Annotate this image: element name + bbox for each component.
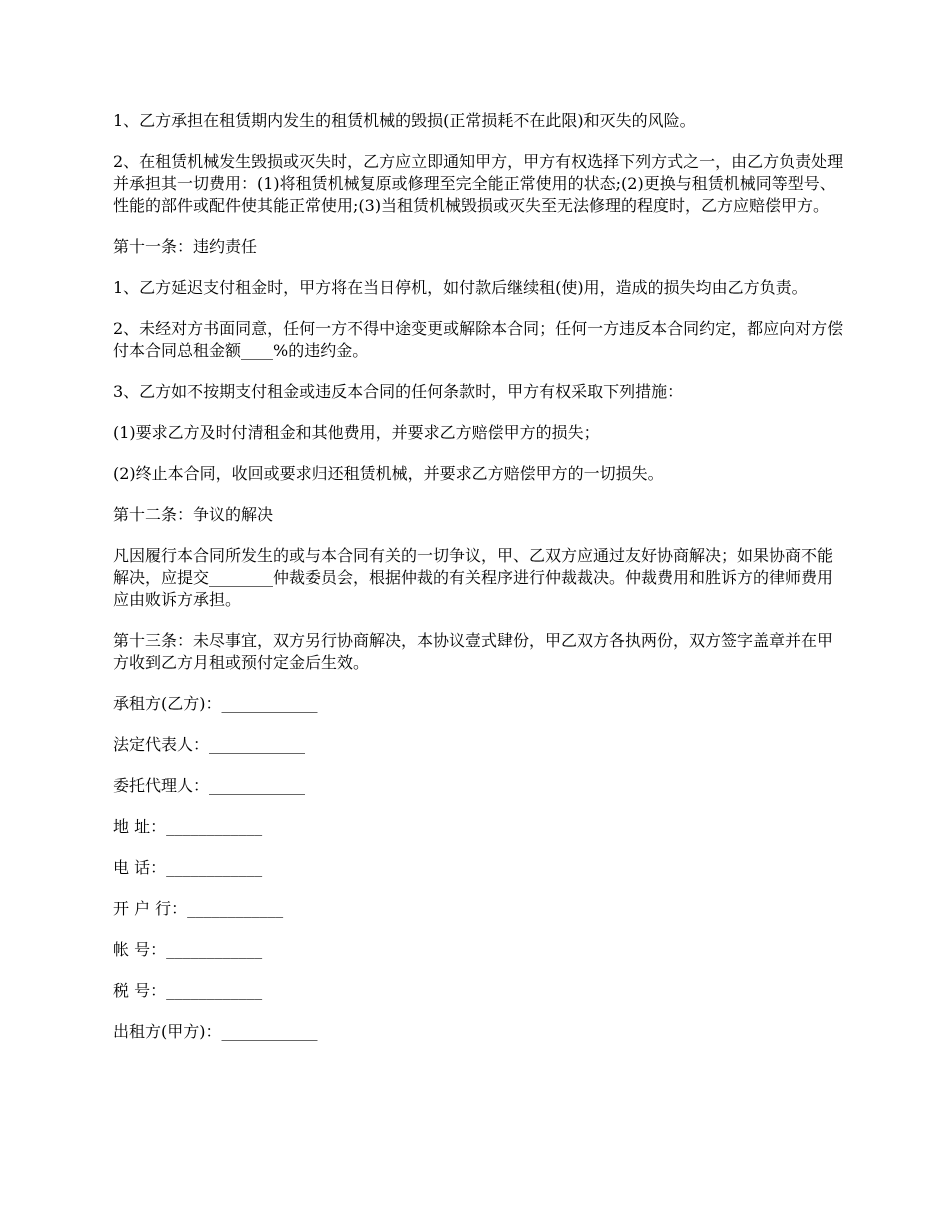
remedy-item-1: (1)要求乙方及时付清租金和其他费用，并要求乙方赔偿甲方的损失； xyxy=(113,423,600,442)
contract-page xyxy=(113,110,848,1062)
clause-miscellaneous: 第十三条：未尽事宜，双方另行协商解决，本协议壹式肆份，甲乙双方各执两份，双方签字盖章并在甲方收到乙方月租或预付定金后生效。 xyxy=(113,631,834,672)
field-lessor: 出租方(甲方)：____________ xyxy=(113,1022,318,1041)
field-address: 地 址：____________ xyxy=(113,817,263,836)
section-heading-liability: 第十一条：违约责任 xyxy=(113,237,258,256)
field-account: 帐 号：____________ xyxy=(113,940,263,959)
field-phone: 电 话：____________ xyxy=(113,858,263,877)
section-heading-dispute: 第十二条：争议的解决 xyxy=(113,505,274,524)
remedy-item-2: (2)终止本合同，收回或要求归还租赁机械，并要求乙方赔偿甲方的一切损失。 xyxy=(113,464,664,483)
field-tax-number: 税 号：____________ xyxy=(113,981,263,1000)
clause-arbitration: 凡因履行本合同所发生的或与本合同有关的一切争议，甲、乙双方应通过友好协商解决；如果协商不能解决，应提交________仲裁委员会，根据仲裁的有关程序进行仲裁裁决。仲裁费用和胜诉方的律师费用应由败诉方承担。 xyxy=(113,546,834,609)
field-bank: 开 户 行：____________ xyxy=(113,899,284,918)
clause-risk-loss: 1、乙方承担在租赁期内发生的租赁机械的毁损(正常损耗不在此限)和灭失的风险。 xyxy=(113,111,696,130)
clause-late-payment: 1、乙方延迟支付租金时，甲方将在当日停机，如付款后继续租(使)用，造成的损失均由乙方负责。 xyxy=(113,278,808,297)
field-authorized-agent: 委托代理人：____________ xyxy=(113,776,306,795)
field-lessee: 承租方(乙方)：____________ xyxy=(113,694,318,713)
clause-damage-handling: 2、在租赁机械发生毁损或灭失时，乙方应立即通知甲方，甲方有权选择下列方式之一，由乙方负责处理并承担其一切费用：(1)将租赁机械复原或修理至完全能正常使用的状态;(2)更换与租赁机械同等型号、性能的部件或配件使其能正常使用;(3)当租赁机械毁损或灭失至无法修理的程度时，乙方应赔偿甲方。 xyxy=(113,152,844,215)
clause-penalty: 2、未经对方书面同意，任何一方不得中途变更或解除本合同；任何一方违反本合同约定，都应向对方偿付本合同总租金额____%的违约金。 xyxy=(113,319,844,360)
clause-remedies: 3、乙方如不按期支付租金或违反本合同的任何条款时，甲方有权采取下列措施： xyxy=(113,382,684,401)
field-legal-representative: 法定代表人：____________ xyxy=(113,735,306,754)
